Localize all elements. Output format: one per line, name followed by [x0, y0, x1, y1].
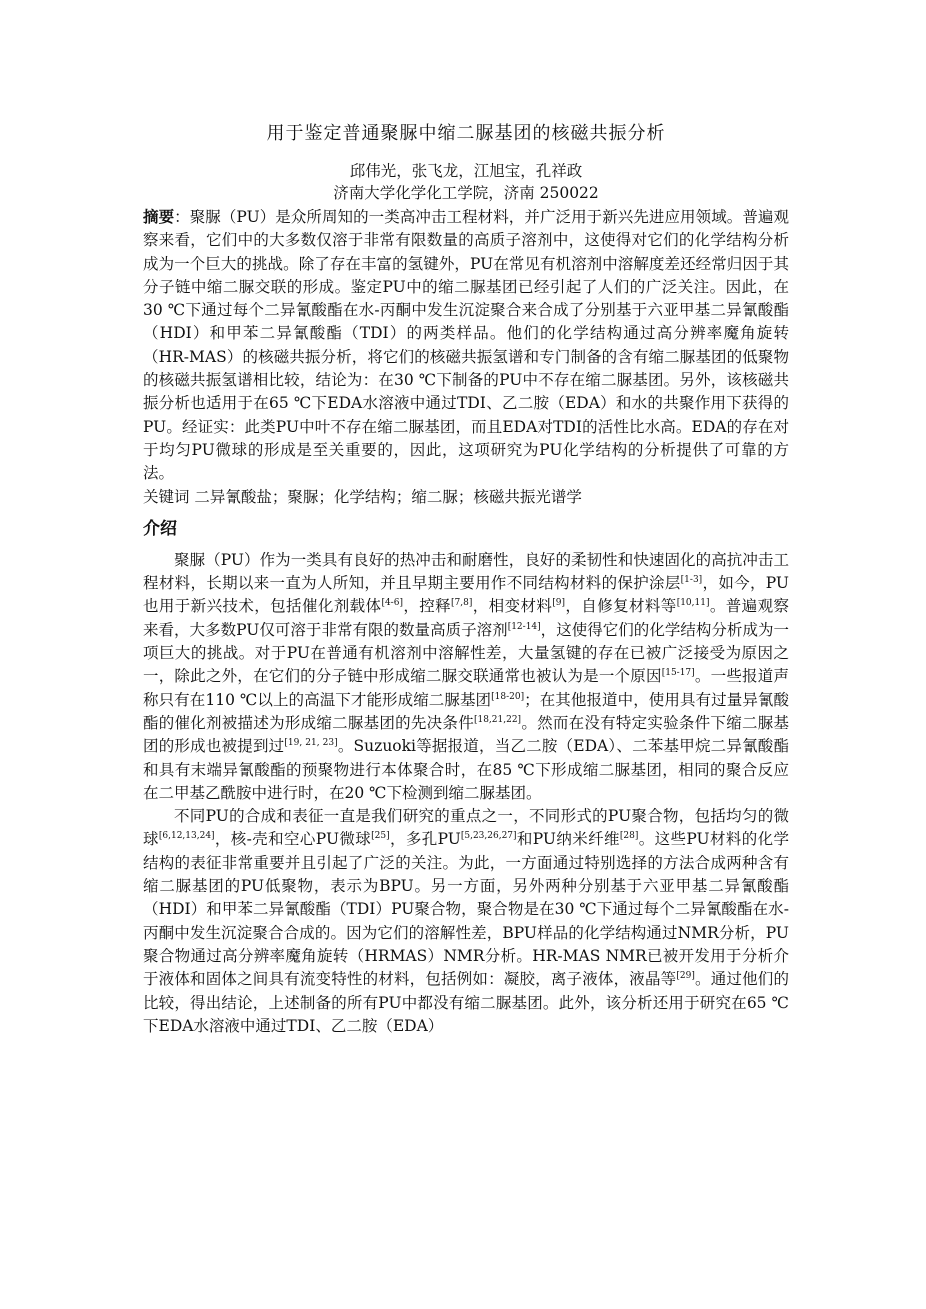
intro-paragraph-1 — [143, 549, 789, 805]
paper-page — [143, 120, 789, 1038]
text-run: 。然而在没有特定实验条件下缩二脲基团的形成也被提到过 — [143, 713, 789, 756]
text-run: ，这使得它们的化学结构分析成为一项巨大的挑战。对于PU在普通有机溶剂中溶解性差，大量氢键的存在已被广泛接受为原因之一，除此之外，在它们的分子链中形成缩二脲交联通常也被认为是一个原因 — [143, 620, 789, 686]
abstract-label: 摘要 — [143, 208, 175, 226]
citation: [12-14] — [507, 621, 541, 632]
citation: [5,23,26,27] — [460, 831, 517, 842]
paper-title: 用于鉴定普通聚脲中缩二脲基团的核磁共振分析 — [266, 123, 666, 144]
text-run: 。普遍观察来看，大多数PU仅可溶于非常有限的数量高质子溶剂 — [143, 597, 789, 639]
citation: [1-3] — [680, 575, 703, 585]
citation: [28] — [619, 831, 639, 842]
text-run: ，多孔PU — [389, 830, 461, 849]
text-run: 聚脲（PU）作为一类具有良好的热冲击和耐磨性，良好的柔韧性和快速固化的高抗冲击工程材料，长期以来一直为人所知，并且早期主要用作不同结构材料的保护涂层 — [143, 550, 789, 593]
citation: [19, 21, 23] — [284, 738, 338, 749]
abstract — [143, 206, 789, 486]
citation: [7,8] — [451, 598, 473, 609]
citation: [6,12,13,24] — [158, 831, 215, 842]
text-run: ，自修复材料等 — [565, 597, 677, 616]
text-run: ，核-壳和空心PU微球 — [214, 830, 372, 849]
citation: [18-20] — [491, 691, 525, 702]
text-run: ，控释 — [402, 597, 452, 616]
text-run: ，如今，PU也用于新兴技术，包括催化剂载体 — [143, 574, 789, 616]
author-list: 邱伟光，张飞龙，江旭宝，孔祥政 — [349, 162, 583, 180]
text-run: 。Suzuoki等据报道，当乙二胺（EDA）、二苯基甲烷二异氰酸酯和具有末端异氰酸酯的预聚物进行本体聚合时，在85 ℃下形成缩二脲基团，相同的聚合反应在二甲基乙酰胺中进行时，在20 ℃下检测到缩二脲基团。 — [143, 737, 789, 802]
affiliation: 济南大学化学化工学院，济南 250022 — [333, 184, 599, 202]
citation: [25] — [371, 831, 390, 842]
text-run: 。通过他们的比较，得出结论，上述制备的所有PU中都没有缩二脲基团。此外，该分析还用于研究在65 ℃下EDA水溶液中通过TDI、乙二胺（EDA） — [143, 970, 789, 1035]
citation: [29] — [676, 971, 695, 982]
keywords: 关键词 二异氰酸盐；聚脲；化学结构；缩二脲；核磁共振光谱学 — [143, 487, 582, 506]
text-run: 不同PU的合成和表征一直是我们研究的重点之一，不同形式的PU聚合物，包括均匀的微球 — [143, 807, 789, 849]
text-run: ；在其他报道中，使用具有过量异氰酸酯的催化剂被描述为形成缩二脲基团的先决条件 — [143, 690, 789, 732]
abstract-text: ：聚脲（PU）是众所周知的一类高冲击工程材料，并广泛用于新兴先进应用领域。普遍观察来看，它们中的大多数仅溶于非常有限数量的高质子溶剂中，这使得对它们的化学结构分析成为一个巨大的挑战。除了存在丰富的氢键外，PU在常见有机溶剂中溶解度差还经常归因于其分子链中缩二脲交联的形成。鉴定PU中的缩二脲基团已经引起了人们的广泛关注。因此，在30 ℃下通过每个二异氰酸酯在水-丙酮中发生沉淀聚合来合成了分别基于六亚甲基二异氰酸酯（HDI）和甲苯二异氰酸酯（TDI）的两类样品。他们的化学结构通过高分辨率魔角旋转（HR-MAS）的核磁共振分析，将它们的核磁共振氢谱和专门制备的含有缩二脲基团的低聚物的核磁共振氢谱相比较，结论为：在30 ℃下制备的PU中不存在缩二脲基团。另外，该核磁共振分析也适用于在65 ℃下EDA水溶液中通过TDI、乙二胺（EDA）和水的共聚作用下获得的PU。经证实：此类PU中叶不存在缩二脲基团，而且EDA对TDI的活性比水高。EDA的存在对于均匀PU微球的形成是至关重要的，因此，这项研究为PU化学结构的分析提供了可靠的方法。 — [143, 208, 789, 483]
text-run: ，相变材料 — [472, 597, 553, 616]
citation: [4-6] — [381, 598, 403, 609]
text-run: 。一些报道声称只有在110 ℃以上的高温下才能形成缩二脲基团 — [143, 667, 789, 709]
citation: [10,11] — [676, 598, 710, 609]
citation: [9] — [552, 598, 566, 609]
text-run: 。这些PU材料的化学结构的表征非常重要并且引起了广泛的关注。为此，一方面通过特别选择的方法合成两种含有缩二脲基团的PU低聚物，表示为BPU。另一方面，另外两种分别基于六亚甲基二异氰酸酯（HDI）和甲苯二异氰酸酯（TDI）PU聚合物，聚合物是在30 ℃下通过每个二异氰酸酯在水-丙酮中发生沉淀聚合合成的。因为它们的溶解性差，BPU样品的化学结构通过NMR分析，PU聚合物通过高分辨率魔角旋转（HRMAS）NMR分析。HR-MAS NMR已被开发用于分析介于液体和固体之间具有流变特性的材料，包括例如：凝胶，离子液体，液晶等 — [143, 830, 789, 989]
section-heading-introduction: 介绍 — [143, 518, 177, 539]
citation: [18,21,22] — [473, 714, 522, 725]
citation: [15-17] — [661, 668, 695, 679]
intro-paragraph-2 — [143, 805, 789, 1038]
text-run: 和PU纳米纤维 — [516, 830, 620, 849]
